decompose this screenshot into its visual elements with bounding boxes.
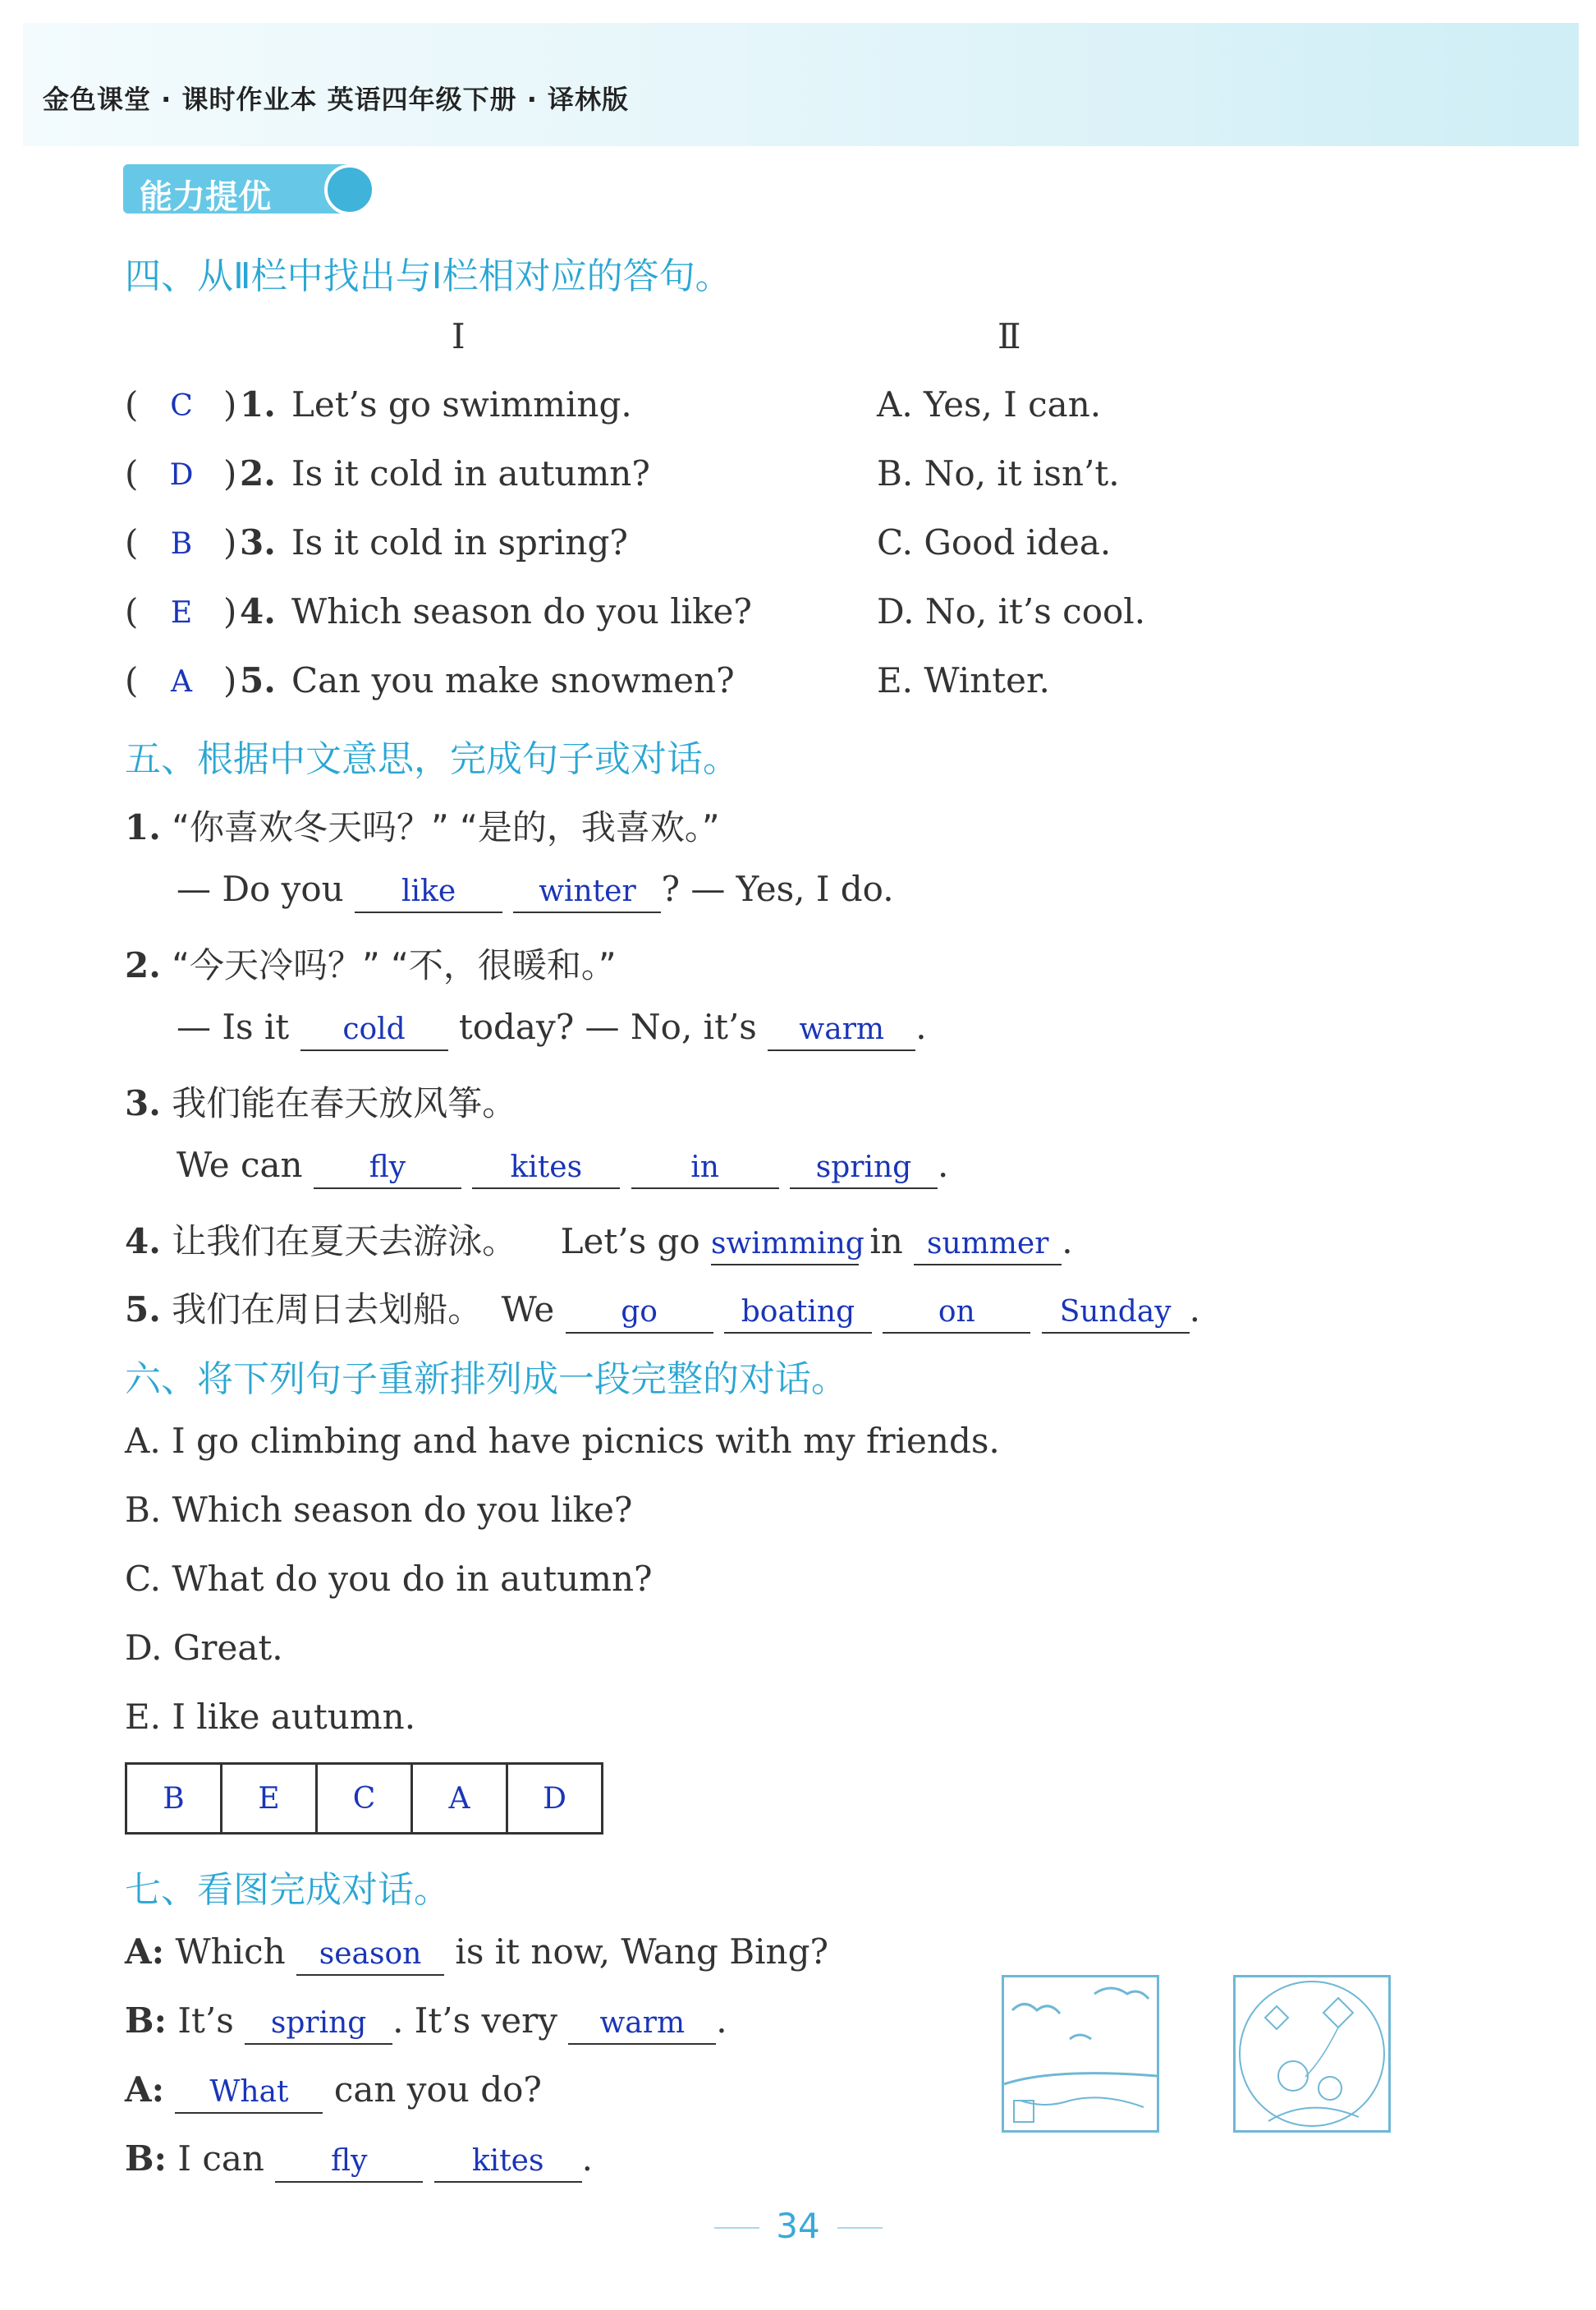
paren-close: ): [223, 522, 237, 563]
order-cell: A: [412, 1764, 507, 1834]
s5-q1-answer-line: [177, 869, 894, 913]
s7-line2: [125, 2000, 727, 2045]
landscape-illustration: [1004, 1977, 1157, 2130]
question-number: 4.: [240, 591, 276, 631]
section-badge: [123, 164, 353, 214]
s5-q3-blank2: kites: [472, 1153, 620, 1189]
match-answer: D: [169, 458, 194, 492]
spring-landscape-picture: [1002, 1975, 1159, 2133]
col2-header: Ⅱ: [998, 316, 1021, 356]
s5-q1-blank2: winter: [513, 877, 661, 913]
s5-q1-blank1: like: [355, 877, 502, 913]
s7-l2-mid: . It’s very: [392, 2000, 557, 2041]
paren-close: ): [223, 384, 237, 425]
s5-q1-cn: “你喜欢冬天吗？” “是的，我喜欢。”: [172, 807, 720, 847]
section7-heading: 七、看图完成对话。: [125, 1869, 450, 1911]
s7-l1-pre: Which: [175, 1931, 286, 1972]
s7-l4-blank1: fly: [275, 2147, 423, 2183]
match-answer: A: [171, 665, 192, 699]
s5-q1-post: ? — Yes, I do.: [661, 869, 894, 909]
order-cell: B: [126, 1764, 222, 1834]
s5-q5-blank1: go: [566, 1297, 713, 1334]
s7-l4-speaker: B:: [125, 2138, 167, 2179]
s5-q2-cn: “今天冷吗？” “不，很暖和。”: [172, 945, 617, 985]
s5-q4-blank1: swimming: [711, 1229, 859, 1265]
s7-l3-post: can you do?: [333, 2069, 542, 2110]
order-cell: C: [317, 1764, 412, 1834]
header-title: 金色课堂 · 课时作业本 英语四年级下册 · 译林版: [43, 84, 630, 115]
s5-q5-line: [125, 1283, 1200, 1334]
page-number: 34: [776, 2206, 820, 2246]
question-text: Is it cold in spring?: [291, 522, 628, 563]
question-number: 5.: [240, 660, 276, 700]
s7-l1-speaker: A:: [125, 1931, 165, 1972]
s5-q5-pre: We: [501, 1289, 555, 1330]
s5-q5-cn: 我们在周日去划船。: [172, 1289, 483, 1330]
paren-close: ): [223, 591, 237, 631]
s5-q5-blank2: boating: [724, 1297, 872, 1334]
s5-q2-mid: today? — No, it’s: [458, 1007, 757, 1047]
paren-close: ): [223, 453, 237, 494]
page-number-rule-right: [837, 2227, 883, 2229]
kite-flying-picture: [1233, 1975, 1391, 2133]
s7-l3-blank1: What: [175, 2078, 323, 2114]
question-text: Let’s go swimming.: [291, 384, 632, 425]
s5-q2-blank2: warm: [768, 1015, 915, 1051]
s7-l2-speaker: B:: [125, 2000, 167, 2041]
s5-q4-post: .: [1062, 1221, 1073, 1261]
match-answer: E: [170, 596, 193, 630]
s7-l2-post: .: [716, 2000, 727, 2041]
paren-open: (: [125, 660, 139, 700]
kite-illustration: [1236, 1977, 1388, 2130]
s5-q2-answer-line: [177, 1007, 927, 1051]
section6-heading: 六、将下列句子重新排列成一段完整的对话。: [125, 1358, 847, 1400]
paren-open: (: [125, 384, 139, 425]
option-text: E. Winter.: [877, 660, 1050, 700]
s7-l4-post: .: [581, 2138, 594, 2179]
paren-close: ): [223, 660, 237, 700]
order-cell: E: [222, 1764, 317, 1834]
s5-q3-post: .: [938, 1145, 949, 1185]
s5-q4-line: [125, 1215, 1073, 1265]
s5-q4-pre: Let’s go: [560, 1221, 700, 1261]
s5-q1-prompt: [125, 801, 720, 850]
s7-line4: [125, 2138, 593, 2183]
s5-q5-blank3: on: [883, 1297, 1030, 1334]
s6-sentence-d: D. Great.: [125, 1628, 283, 1668]
s6-sentence-c: C. What do you do in autumn?: [125, 1559, 653, 1599]
order-cell: D: [507, 1764, 603, 1834]
s5-q5-num: 5.: [125, 1289, 161, 1330]
s5-q3-prompt: [125, 1077, 516, 1126]
s6-sentence-b: B. Which season do you like?: [125, 1490, 633, 1530]
question-text: Is it cold in autumn?: [291, 453, 650, 494]
paren-open: (: [125, 453, 139, 494]
s5-q2-post: .: [915, 1007, 927, 1047]
badge-icon: [324, 164, 375, 215]
s5-q3-answer-line: [177, 1145, 948, 1189]
s5-q5-post: .: [1189, 1289, 1200, 1330]
s5-q4-num: 4.: [125, 1221, 161, 1261]
paren-open: (: [125, 591, 139, 631]
s5-q1-num: 1.: [125, 807, 161, 847]
s7-l2-pre: It’s: [177, 2000, 234, 2041]
option-text: C. Good idea.: [877, 522, 1112, 563]
question-number: 1.: [240, 384, 276, 425]
s5-q3-num: 3.: [125, 1083, 161, 1123]
s5-q2-num: 2.: [125, 945, 161, 985]
section5-heading: 五、根据中文意思，完成句子或对话。: [125, 738, 739, 780]
s5-q2-prompt: [125, 939, 617, 988]
paren-open: (: [125, 522, 139, 563]
s5-q5-blank4: Sunday: [1042, 1297, 1190, 1334]
s6-sentence-e: E. I like autumn.: [125, 1697, 416, 1737]
s5-q3-cn: 我们能在春天放风筝。: [172, 1083, 517, 1123]
s6-sentence-a: A. I go climbing and have picnics with my friends.: [125, 1421, 1000, 1461]
col1-header: Ⅰ: [452, 316, 466, 356]
option-text: B. No, it isn’t.: [877, 453, 1120, 494]
s5-q3-blank3: in: [631, 1153, 779, 1189]
match-answer: C: [170, 389, 193, 423]
s7-l2-blank1: spring: [245, 2009, 392, 2045]
s5-q1-pre: — Do you: [177, 869, 344, 909]
s7-line1: [125, 1931, 828, 1976]
section4-heading: 四、从Ⅱ栏中找出与Ⅰ栏相对应的答句。: [125, 255, 732, 297]
s5-q4-cn: 让我们在夏天去游泳。: [172, 1221, 517, 1261]
s7-l1-blank1: season: [296, 1940, 444, 1976]
s7-l4-pre: I can: [177, 2138, 264, 2179]
order-answer-table: [125, 1762, 603, 1835]
s5-q2-pre: — Is it: [177, 1007, 290, 1047]
question-number: 2.: [240, 453, 276, 494]
option-text: D. No, it’s cool.: [877, 591, 1146, 631]
option-text: A. Yes, I can.: [877, 384, 1102, 425]
s5-q4-mid: in: [869, 1221, 903, 1261]
s7-l2-blank2: warm: [568, 2009, 716, 2045]
s5-q3-blank4: spring: [790, 1153, 938, 1189]
s7-l4-blank2: kites: [434, 2147, 582, 2183]
s5-q3-blank1: fly: [314, 1153, 461, 1189]
s7-line3: [125, 2069, 542, 2114]
badge-label: 能力提优: [140, 178, 271, 216]
question-text: Can you make snowmen?: [291, 660, 735, 700]
match-answer: B: [170, 527, 193, 561]
s5-q4-blank2: summer: [914, 1229, 1062, 1265]
s7-l3-speaker: A:: [125, 2069, 165, 2110]
s7-l1-post: is it now, Wang Bing?: [455, 1931, 829, 1972]
question-number: 3.: [240, 522, 276, 563]
question-text: Which season do you like?: [291, 591, 752, 631]
s5-q3-pre: We can: [177, 1145, 303, 1185]
s5-q2-blank1: cold: [300, 1015, 448, 1051]
